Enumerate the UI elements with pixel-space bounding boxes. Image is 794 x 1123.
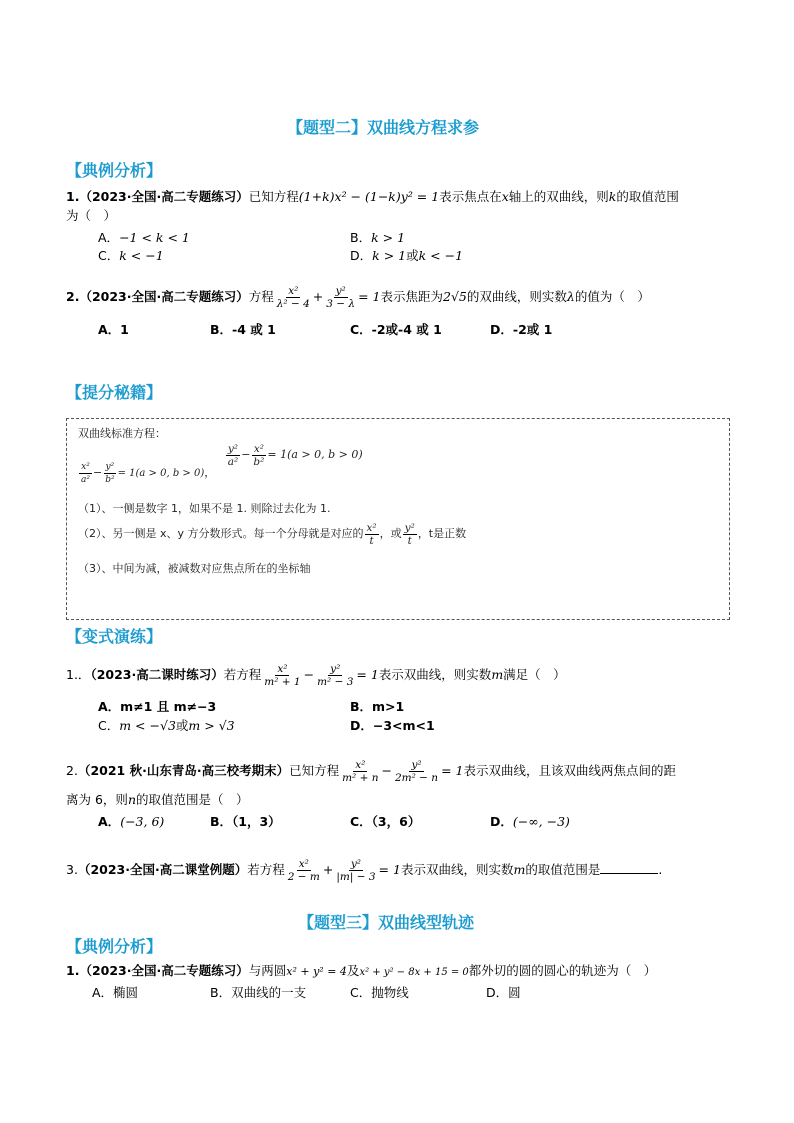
option-label: D． (350, 248, 373, 263)
option-a[interactable]: A．1 (98, 322, 129, 337)
variant-2-line1 (66, 756, 676, 786)
question-text: 若方程 (247, 862, 285, 877)
tip-text: （2）、另一侧是 x、y 方分数形式。每一个分母就是对应的 (78, 527, 364, 540)
option-value: k > 1 (371, 230, 406, 245)
tip-line-4: （3）、中间为减，被减数对应焦点所在的坐标轴 (78, 562, 311, 575)
option-or: 或 (406, 248, 419, 263)
tip-standard-equations (78, 444, 363, 489)
operator: + (312, 289, 324, 304)
denominator: 3 − λ (326, 298, 356, 310)
option-b[interactable] (350, 228, 405, 246)
denominator: b² (253, 455, 265, 468)
question-text: . (658, 862, 663, 877)
question-number: 1. (66, 189, 80, 204)
option-c[interactable] (98, 246, 164, 264)
heading-example-analysis: 【典例分析】 (66, 161, 163, 180)
heading-tips: 【提分秘籍】 (66, 383, 163, 402)
variant-1-line1 (66, 660, 566, 690)
question-text: 满足（ ） (503, 667, 566, 682)
variant-3-line1 (66, 855, 662, 885)
variable: n (127, 792, 136, 807)
option-value: m < −√3 (119, 718, 176, 733)
equation-rhs: = 1 (441, 763, 464, 778)
option-c[interactable]: C．-2或-4 或 1 (350, 322, 442, 337)
question-text: 已知方程 (248, 189, 299, 204)
fraction (334, 858, 377, 883)
question-text: 若方程 (223, 667, 262, 682)
denominator: 2m² − n (394, 772, 439, 784)
option-b[interactable]: B．（1，3） (210, 814, 281, 829)
option-a[interactable] (98, 812, 164, 830)
question-source: （2023·全国·高二专题练习） (79, 289, 249, 304)
section-title-type3: 【题型三】双曲线型轨迹 (298, 913, 475, 932)
fraction (226, 443, 240, 468)
question-text: 方程 (248, 289, 274, 304)
section-title-type2: 【题型二】双曲线方程求参 (287, 118, 480, 137)
option-value: −1 < k < 1 (119, 230, 190, 245)
option-a[interactable] (98, 228, 190, 246)
question-text: 的双曲线，则实数 (466, 289, 567, 304)
numerator: x² (277, 663, 288, 675)
equation-rhs: = 1 (378, 862, 401, 877)
tip-text: ，t是正数 (417, 527, 467, 540)
operator: − (241, 448, 251, 461)
option-or: 或 (175, 718, 189, 733)
operator: − (303, 667, 315, 682)
fraction (262, 663, 302, 688)
option-label: C． (98, 248, 120, 263)
numerator: y² (411, 759, 422, 771)
question-source: （2023·高二课时练习） (90, 667, 224, 682)
operator: + (322, 862, 334, 877)
question-text: 表示焦距为 (380, 289, 444, 304)
condition: = 1(a > 0, b > 0) (267, 448, 363, 461)
numerator: y² (404, 521, 415, 534)
question-1-line2: 为（ ） (66, 208, 117, 223)
operator: − (381, 763, 392, 778)
fraction (340, 759, 380, 784)
variant-2-line2 (66, 791, 249, 809)
question-number: 1.． (66, 667, 91, 682)
question-source: （2023·全国·高二专题练习） (79, 963, 249, 978)
question-text: 的取值范围是 (525, 862, 601, 877)
numerator: y² (330, 663, 341, 675)
equation-rhs: = 1 (358, 289, 381, 304)
question-text: 表示焦点在 (439, 189, 502, 204)
denominator: m² − 3 (317, 676, 354, 688)
option-d[interactable]: D．−3<m<1 (350, 718, 435, 733)
option-d[interactable]: D．-2或 1 (490, 322, 553, 337)
fraction (365, 522, 379, 547)
question-2-line1 (66, 282, 650, 312)
option-c[interactable]: C．（3，6） (350, 814, 421, 829)
question-text: 轴上的双曲线，则 (508, 189, 609, 204)
question-text: 已知方程 (289, 763, 340, 778)
denominator: t (369, 534, 374, 547)
question-text: 表示双曲线，且该双曲线两焦点间的距 (463, 763, 676, 778)
tip-text: ，或 (379, 527, 402, 540)
fraction (324, 285, 357, 310)
value: 2√5 (443, 289, 467, 304)
fraction (393, 759, 440, 784)
option-value: (−3, 6) (120, 814, 165, 829)
answer-blank[interactable] (600, 861, 658, 874)
numerator: x² (298, 858, 309, 870)
fraction (251, 443, 266, 468)
fraction (315, 663, 355, 688)
question-text: 及 (346, 963, 360, 978)
question-text: 离为 6，则 (66, 792, 128, 807)
operator: − (92, 466, 103, 479)
tip-line-2: （1）、一侧是数字 1，如果不是 1. 则除过去化为 1. (78, 502, 331, 515)
option-label: A． (98, 814, 121, 829)
question-number: 3. (66, 862, 78, 877)
option-d[interactable] (350, 246, 463, 264)
question-source: （2021 秋·山东青岛·高三校考期末） (77, 763, 290, 778)
numerator: y² (227, 442, 239, 455)
tip-line-1: 双曲线标准方程： (78, 427, 166, 440)
question-3-line1 (66, 962, 656, 982)
question-source: （2023·全国·高二课堂例题） (77, 862, 248, 877)
denominator: λ² − 4 (276, 298, 310, 310)
question-number: 1. (66, 963, 80, 978)
question-text: 的取值范围是（ ） (136, 792, 249, 807)
option-value: m > √3 (188, 718, 235, 733)
question-text: 的值为（ ） (574, 289, 650, 304)
option-value: k > 1 (372, 248, 407, 263)
option-value: k < −1 (418, 248, 464, 263)
denominator: |m| − 3 (336, 871, 376, 883)
numerator: x² (253, 442, 264, 455)
numerator: y² (335, 285, 346, 297)
variable: m (491, 667, 504, 682)
option-c[interactable] (98, 716, 235, 734)
option-b[interactable]: B．-4 或 1 (210, 322, 276, 337)
numerator: x² (288, 285, 299, 297)
denominator: b² (105, 474, 115, 485)
denominator: a² (227, 455, 239, 468)
question-text: 表示双曲线，则实数 (400, 862, 514, 877)
variable: m (513, 862, 526, 877)
option-label: B． (350, 230, 372, 245)
question-source: （2023·全国·高二专题练习） (79, 189, 249, 204)
option-a[interactable]: A．m≠1 且 m≠−3 (98, 699, 217, 714)
variable: λ (566, 289, 575, 304)
denominator: 2 − m (287, 871, 320, 883)
question-text: 都外切的圆的圆心的轨迹为（ ） (468, 963, 657, 978)
question-text: 的取值范围 (616, 189, 679, 204)
option-c[interactable]: C．抛物线 (350, 985, 409, 1000)
option-label: D． (490, 814, 513, 829)
question-text: 表示双曲线，则实数 (378, 667, 492, 682)
equation: (1+k)x² − (1−k)y² = 1 (298, 189, 440, 204)
variable: k (608, 189, 617, 204)
option-label: C． (98, 718, 120, 733)
option-value: k < −1 (119, 248, 164, 263)
heading-example-analysis-2: 【典例分析】 (66, 937, 163, 956)
option-d[interactable] (490, 812, 570, 830)
fraction (403, 522, 417, 547)
numerator: x² (81, 461, 90, 472)
fraction (275, 285, 312, 310)
fraction (103, 461, 116, 486)
option-b[interactable]: B．m>1 (350, 699, 405, 714)
question-number: 2. (66, 763, 78, 778)
numerator: y² (105, 461, 115, 472)
denominator: t (407, 534, 412, 547)
fraction (79, 461, 92, 486)
option-value: (−∞, −3) (512, 814, 570, 829)
question-1-line1 (66, 188, 679, 206)
condition: = 1(a > 0, b > 0) (117, 468, 205, 479)
question-number: 2. (66, 289, 80, 304)
tip-line-3 (78, 520, 466, 548)
equation: x² + y² − 8x + 15 = 0 (359, 967, 469, 978)
equation: x² + y² = 4 (286, 965, 347, 978)
separator: ， (204, 466, 216, 479)
numerator: x² (355, 759, 366, 771)
option-label: A． (98, 230, 120, 245)
option-a[interactable]: A．椭圆 (92, 985, 139, 1000)
variable: x (501, 189, 509, 204)
option-b[interactable]: B．双曲线的一支 (210, 985, 307, 1000)
heading-variant-practice: 【变式演练】 (66, 627, 163, 646)
fraction (286, 858, 322, 883)
numerator: x² (366, 521, 377, 534)
denominator: a² (81, 474, 90, 485)
numerator: y² (350, 858, 362, 870)
equation-rhs: = 1 (356, 667, 379, 682)
option-d[interactable]: D．圆 (486, 985, 521, 1000)
question-text: 与两圆 (248, 963, 287, 978)
denominator: m² + n (342, 772, 379, 784)
denominator: m² + 1 (264, 676, 301, 688)
